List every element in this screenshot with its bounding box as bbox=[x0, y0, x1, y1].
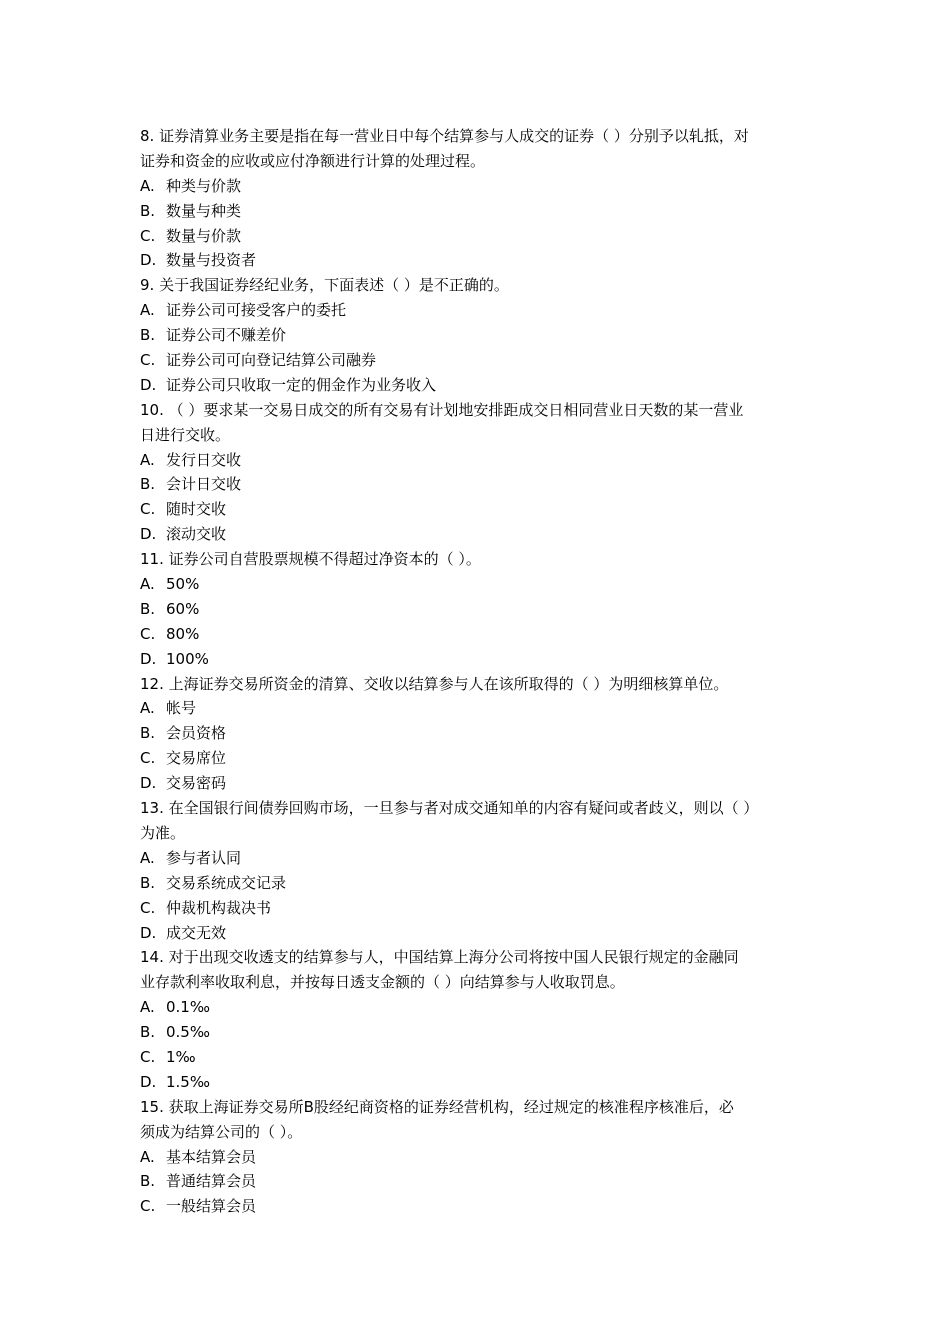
option-letter: C. bbox=[140, 1047, 156, 1066]
option-item bbox=[140, 448, 815, 473]
document-body bbox=[140, 124, 815, 1219]
question-block bbox=[140, 672, 815, 796]
question-text: 证券和资金的应收或应付净额进行计算的处理过程。 bbox=[140, 151, 486, 170]
option-item bbox=[140, 174, 815, 199]
option-text: 仲裁机构裁决书 bbox=[166, 898, 272, 917]
option-item bbox=[140, 597, 815, 622]
option-letter: A. bbox=[140, 450, 155, 469]
option-item bbox=[140, 995, 815, 1020]
option-text: 证券公司只收取一定的佣金作为业务收入 bbox=[166, 375, 437, 394]
question-text: 8. 证券清算业务主要是指在每一营业日中每个结算参与人成交的证券（ ）分别予以轧抵，对 bbox=[140, 127, 749, 145]
option-letter: A. bbox=[140, 176, 155, 195]
options-list bbox=[140, 1145, 815, 1220]
options-list bbox=[140, 174, 815, 274]
option-text: 交易席位 bbox=[166, 749, 227, 768]
option-letter: A. bbox=[140, 1147, 155, 1166]
option-item bbox=[140, 846, 815, 871]
options-list bbox=[140, 572, 815, 672]
option-item bbox=[140, 1020, 815, 1045]
option-text: 种类与价款 bbox=[166, 176, 242, 195]
question-block bbox=[140, 945, 815, 1094]
option-letter: B. bbox=[140, 1172, 156, 1191]
question-text: 业存款利率收取利息，并按每日透支金额的（ ）向结算参与人收取罚息。 bbox=[140, 973, 625, 992]
question-text: 12. 上海证券交易所资金的清算、交收以结算参与人在该所取得的（ ）为明细核算单位。 bbox=[140, 674, 729, 693]
option-text: 100% bbox=[166, 649, 209, 668]
option-letter: A. bbox=[140, 699, 155, 718]
option-text: 帐号 bbox=[166, 699, 197, 718]
option-item bbox=[140, 1045, 815, 1070]
option-item bbox=[140, 622, 815, 647]
option-letter: C. bbox=[140, 1197, 156, 1216]
option-letter: A. bbox=[140, 998, 155, 1017]
option-text: 50% bbox=[166, 575, 200, 594]
option-text: 发行日交收 bbox=[166, 450, 242, 469]
question-block bbox=[140, 1095, 815, 1219]
option-item bbox=[140, 348, 815, 373]
option-text: 一般结算会员 bbox=[166, 1197, 257, 1216]
option-item bbox=[140, 224, 815, 249]
option-letter: D. bbox=[140, 1072, 157, 1091]
question-text: 须成为结算公司的（ ）。 bbox=[140, 1122, 303, 1141]
option-letter: B. bbox=[140, 1023, 156, 1042]
option-item bbox=[140, 572, 815, 597]
option-item bbox=[140, 323, 815, 348]
option-letter: B. bbox=[140, 599, 156, 618]
question-text: 11. 证券公司自营股票规模不得超过净资本的（ ）。 bbox=[140, 550, 481, 569]
option-item bbox=[140, 522, 815, 547]
question-block bbox=[140, 398, 815, 547]
option-letter: B. bbox=[140, 475, 156, 494]
question-text: 10. （ ）要求某一交易日成交的所有交易有计划地安排距成交日相同营业日天数的某一营业 bbox=[140, 400, 744, 419]
option-item bbox=[140, 746, 815, 771]
option-text: 成交无效 bbox=[166, 923, 227, 942]
option-text: 普通结算会员 bbox=[166, 1172, 257, 1191]
option-item bbox=[140, 771, 815, 796]
question-text: 为准。 bbox=[140, 823, 186, 842]
option-text: 证券公司可接受客户的委托 bbox=[166, 301, 347, 320]
option-text: 0.5‰ bbox=[166, 1023, 210, 1042]
option-item bbox=[140, 721, 815, 746]
option-letter: D. bbox=[140, 375, 157, 394]
option-letter: C. bbox=[140, 500, 156, 519]
question-text: 14. 对于出现交收透支的结算参与人，中国结算上海分公司将按中国人民银行规定的金融同 bbox=[140, 948, 739, 967]
option-item bbox=[140, 1070, 815, 1095]
options-list bbox=[140, 846, 815, 946]
option-text: 滚动交收 bbox=[166, 525, 227, 544]
option-item bbox=[140, 696, 815, 721]
option-letter: B. bbox=[140, 326, 156, 345]
option-text: 数量与投资者 bbox=[166, 251, 257, 270]
option-letter: C. bbox=[140, 749, 156, 768]
option-letter: A. bbox=[140, 848, 155, 867]
option-item bbox=[140, 199, 815, 224]
option-text: 60% bbox=[166, 599, 200, 618]
option-item bbox=[140, 298, 815, 323]
option-item bbox=[140, 871, 815, 896]
option-text: 数量与种类 bbox=[166, 201, 242, 220]
option-letter: D. bbox=[140, 251, 157, 270]
option-text: 证券公司不赚差价 bbox=[166, 326, 287, 345]
option-text: 1‰ bbox=[166, 1047, 196, 1066]
option-letter: D. bbox=[140, 525, 157, 544]
option-item bbox=[140, 472, 815, 497]
question-block bbox=[140, 547, 815, 671]
option-text: 随时交收 bbox=[166, 500, 227, 519]
question-text: 9. 关于我国证券经纪业务，下面表述（ ）是不正确的。 bbox=[140, 276, 509, 295]
option-letter: A. bbox=[140, 301, 155, 320]
options-list bbox=[140, 995, 815, 1095]
option-item bbox=[140, 373, 815, 398]
option-letter: D. bbox=[140, 923, 157, 942]
option-text: 数量与价款 bbox=[166, 226, 242, 245]
option-letter: B. bbox=[140, 873, 156, 892]
option-letter: C. bbox=[140, 351, 156, 370]
option-text: 证券公司可向登记结算公司融券 bbox=[166, 351, 377, 370]
option-item bbox=[140, 1194, 815, 1219]
question-text: 15. 获取上海证券交易所B股经纪商资格的证券经营机构，经过规定的核准程序核准后，必 bbox=[140, 1097, 734, 1116]
options-list bbox=[140, 448, 815, 548]
option-text: 交易系统成交记录 bbox=[166, 873, 287, 892]
option-item bbox=[140, 497, 815, 522]
option-item bbox=[140, 647, 815, 672]
option-letter: D. bbox=[140, 649, 157, 668]
option-letter: C. bbox=[140, 898, 156, 917]
option-item bbox=[140, 248, 815, 273]
option-text: 0.1‰ bbox=[166, 998, 210, 1017]
option-text: 会员资格 bbox=[166, 724, 227, 743]
option-text: 会计日交收 bbox=[166, 475, 242, 494]
question-text: 13. 在全国银行间债券回购市场，一旦参与者对成交通知单的内容有疑问或者歧义，则以（ ） bbox=[140, 799, 759, 818]
option-item bbox=[140, 921, 815, 946]
option-letter: C. bbox=[140, 624, 156, 643]
question-text: 日进行交收。 bbox=[140, 425, 231, 444]
option-text: 交易密码 bbox=[166, 774, 227, 793]
option-item bbox=[140, 1145, 815, 1170]
option-letter: A. bbox=[140, 575, 155, 594]
question-block bbox=[140, 124, 815, 273]
option-text: 80% bbox=[166, 624, 200, 643]
option-item bbox=[140, 896, 815, 921]
question-block bbox=[140, 273, 815, 397]
option-letter: B. bbox=[140, 724, 156, 743]
option-text: 1.5‰ bbox=[166, 1072, 210, 1091]
option-text: 基本结算会员 bbox=[166, 1147, 257, 1166]
option-item bbox=[140, 1169, 815, 1194]
option-text: 参与者认同 bbox=[166, 848, 242, 867]
option-letter: B. bbox=[140, 201, 156, 220]
options-list bbox=[140, 696, 815, 796]
option-letter: C. bbox=[140, 226, 156, 245]
options-list bbox=[140, 298, 815, 398]
question-block bbox=[140, 796, 815, 945]
option-letter: D. bbox=[140, 774, 157, 793]
